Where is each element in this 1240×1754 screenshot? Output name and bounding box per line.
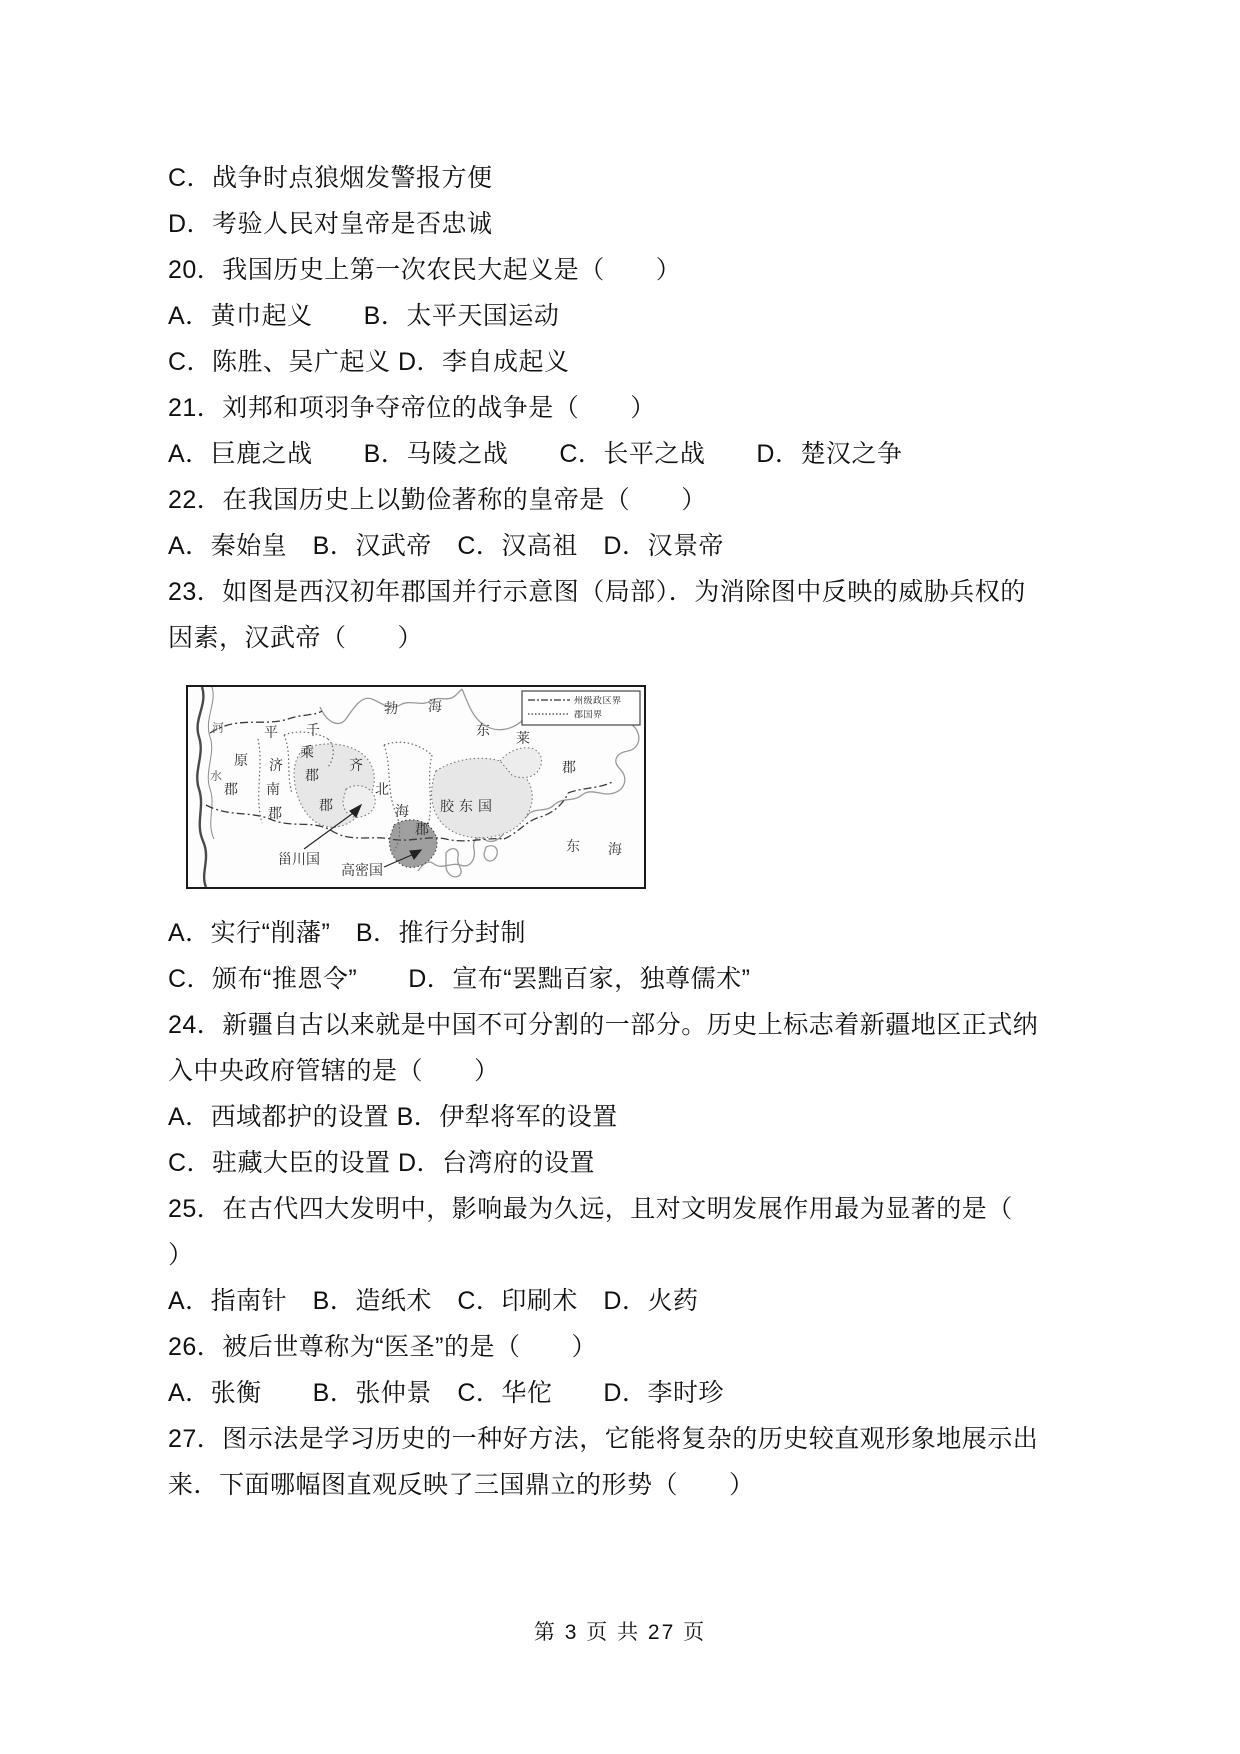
map-label-jinan-2: 南: [266, 781, 280, 797]
map-label-beihai-1: 北: [375, 781, 389, 797]
q22-options: A．秦始皇 B．汉武帝 C．汉高祖 D．汉景帝: [168, 532, 724, 560]
q24-options-ab: A．西域都护的设置 B．伊犁将军的设置: [168, 1103, 618, 1131]
map-label-donglai-3: 郡: [562, 759, 576, 775]
q25-options: A．指南针 B．造纸术 C．印刷术 D．火药: [168, 1287, 699, 1315]
map-label-jinan-1: 济: [269, 757, 283, 773]
map-label-pingyuan-3: 郡: [224, 781, 238, 797]
q24-options-cd: C．驻藏大臣的设置 D．台湾府的设置: [168, 1149, 596, 1177]
map-label-donglai-2: 莱: [516, 730, 530, 746]
q26-options: A．张衡 B．张仲景 C．华佗 D．李时珍: [168, 1379, 724, 1407]
q22-stem: 22．在我国历史上以勤俭著称的皇帝是（ ）: [168, 486, 707, 514]
q25-stem-line2: ）: [168, 1241, 194, 1269]
question-list: [168, 155, 1078, 1508]
map-label-zichuan: 甾川国: [278, 851, 320, 867]
q19-option-c: C．战争时点狼烟发警报方便: [168, 164, 493, 192]
map-label-gaomi: 高密国: [341, 862, 383, 878]
map-river-lines: [197, 687, 214, 887]
map-label-jiaodong: 胶东国: [440, 798, 497, 814]
q26-stem: 26．被后世尊称为“医圣”的是（ ）: [168, 1333, 597, 1361]
map-label-qiancheng-3: 郡: [305, 767, 319, 783]
map-label-jinan-3: 郡: [268, 805, 282, 821]
q23-stem-line2: 因素，汉武帝（ ）: [168, 624, 424, 652]
q24-stem-line2: 入中央政府管辖的是（ ）: [168, 1057, 500, 1085]
legend-label-commandery-boundary: 郡国界: [574, 709, 603, 720]
map-label-donglai-1: 东: [476, 722, 490, 738]
q23-options-ab: A．实行“削藩” B．推行分封制: [168, 919, 527, 947]
map-label-qiancheng-1: 千: [306, 722, 320, 738]
q20-options-ab: A．黄巾起义 B．太平天国运动: [168, 302, 560, 330]
map-label-pingyuan-1: 平: [264, 724, 278, 740]
q27-stem-line2: 来．下面哪幅图直观反映了三国鼎立的形势（ ）: [168, 1471, 755, 1499]
q20-stem: 20．我国历史上第一次农民大起义是（ ）: [168, 256, 682, 284]
q24-stem-line1: 24．新疆自古以来就是中国不可分割的一部分。历史上标志着新疆地区正式纳: [168, 1011, 1039, 1039]
legend-label-state-boundary: 州级政区界: [574, 695, 622, 706]
q20-options-cd: C．陈胜、吴广起义 D．李自成起义: [168, 348, 570, 376]
map-label-bohai-1: 勃: [384, 700, 398, 716]
q21-options: A．巨鹿之战 B．马陵之战 C．长平之战 D．楚汉之争: [168, 440, 903, 468]
q27-stem-line1: 27．图示法是学习历史的一种好方法，它能将复杂的历史较直观形象地展示出: [168, 1425, 1039, 1453]
map-label-beihai-2: 海: [395, 803, 409, 819]
map-label-qiancheng-2: 乘: [300, 744, 314, 760]
q19-option-d: D．考验人民对皇帝是否忠诚: [168, 210, 493, 238]
q23-stem-line1: 23．如图是西汉初年郡国并行示意图（局部）．为消除图中反映的威胁兵权的: [168, 578, 1026, 606]
map-label-donghai-1: 东: [566, 838, 580, 854]
map-drawing: [188, 687, 644, 887]
q25-stem-line1: 25．在古代四大发明中，影响最为久远，且对文明发展作用最为显著的是（: [168, 1195, 1013, 1223]
map-label-qijun-1: 齐: [349, 757, 363, 773]
q23-options-cd: C．颁布“推恩令” D．宣布“罢黜百家，独尊儒术”: [168, 965, 751, 993]
map-region-gaomi: [390, 820, 438, 868]
map-legend: [522, 691, 640, 725]
map-label-pingyuan-2: 原: [234, 752, 248, 768]
map-figure-han-commanderies: [186, 685, 646, 889]
map-label-beihai-3: 郡: [415, 821, 429, 837]
page-footer: 第 3 页 共 27 页: [533, 1621, 707, 1644]
map-label-bohai-2: 海: [428, 698, 442, 714]
map-label-qijun-2: 郡: [319, 797, 333, 813]
map-label-donghai-2: 海: [608, 841, 622, 857]
map-label-heshui-2: 水: [210, 769, 223, 783]
q21-stem: 21．刘邦和项羽争夺帝位的战争是（ ）: [168, 394, 656, 422]
map-label-heshui-1: 河: [212, 721, 225, 735]
